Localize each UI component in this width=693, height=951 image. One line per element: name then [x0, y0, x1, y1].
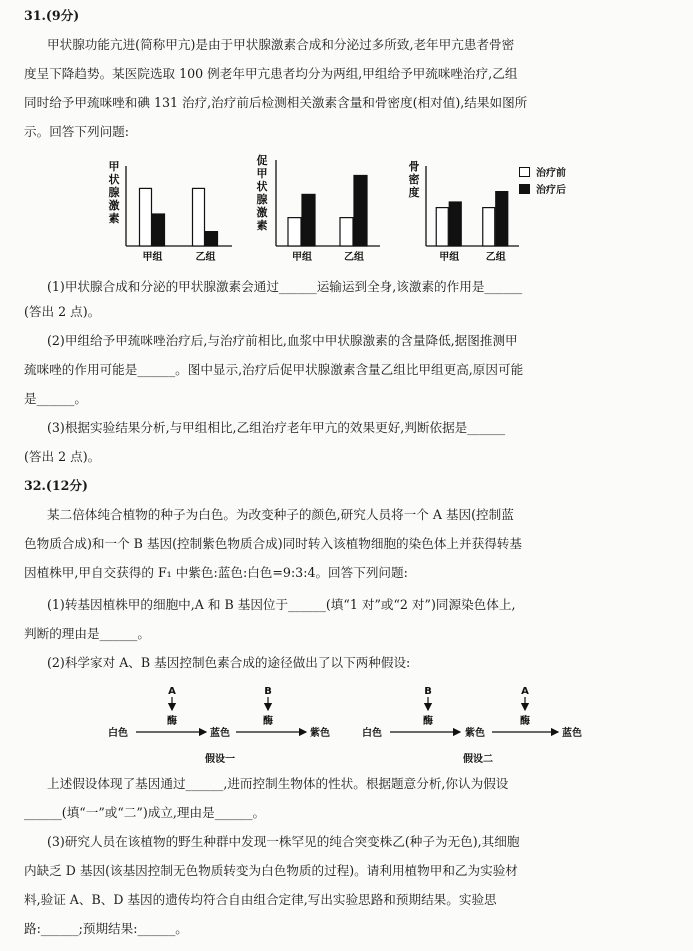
chart-2-plot — [256, 152, 386, 268]
legend-label-before: 治疗前 — [536, 168, 566, 179]
legend-item-before — [519, 163, 566, 180]
legend-item-after — [519, 180, 566, 197]
hypothesis-one — [108, 686, 330, 765]
chart-1-tick-label: 乙组 — [195, 252, 216, 263]
q31-3-line-2: (答出 2 点)。 — [24, 449, 101, 464]
chart-tsh — [256, 152, 386, 268]
chart-3-bar-甲组-治疗后 — [449, 202, 461, 246]
hyp1-enzyme1: 酶 — [167, 716, 177, 727]
chart-bone-density — [408, 158, 528, 268]
legend-swatch-after — [519, 184, 530, 194]
chart-3-ylabel: 骨密度 — [408, 160, 420, 199]
chart-1-tick-label: 甲组 — [142, 252, 163, 263]
chart-legend — [519, 163, 566, 197]
q31-1-line-2: (答出 2 点)。 — [24, 304, 101, 319]
q31-2-line-1: (2)甲组给予甲巯咪唑治疗后,与治疗前相比,血浆中甲状腺激素的含量降低,据图推测甲 — [47, 333, 518, 348]
hyp2-state2: 紫色 — [465, 728, 485, 739]
chart-1-bar-乙组-治疗后 — [206, 232, 218, 246]
chart-2-bar-甲组-治疗前 — [288, 218, 301, 246]
chart-2-bar-乙组-治疗后 — [354, 175, 367, 246]
q32-2-after-line-2: ______(填“一”或“二”)成立,理由是______。 — [24, 805, 266, 820]
q32-3-line-4: 路:______;预期结果:______。 — [24, 921, 188, 936]
q32-1-line-2: 判断的理由是______。 — [24, 626, 150, 641]
chart-3-bar-甲组-治疗前 — [436, 208, 448, 246]
hypothesis-two — [362, 686, 582, 765]
hyp2-gene1: B — [424, 686, 432, 697]
q32-3-line-1: (3)研究人员在该植物的野生种群中发现一株罕见的纯合突变株乙(种子为无色),其细胞 — [47, 834, 520, 849]
chart-1-bar-甲组-治疗后 — [153, 214, 165, 246]
chart-2-bar-乙组-治疗前 — [340, 218, 353, 246]
hyp1-enzyme2: 酶 — [263, 716, 273, 727]
q31-intro-line-2: 度呈下降趋势。某医院选取 100 例老年甲亢患者均分为两组,甲组给予甲巯咪唑治疗,乙组 — [24, 66, 518, 81]
q31-2-line-3: 是______。 — [24, 391, 87, 406]
q31-intro-line-4: 示。回答下列问题: — [24, 124, 129, 139]
q32-3-line-2: 内缺乏 D 基因(该基因控制无色物质转变为白色物质的过程)。请利用植物甲和乙为实验材 — [24, 863, 518, 878]
q31-3-line-1: (3)根据实验结果分析,与甲组相比,乙组治疗老年甲亢的效果更好,判断依据是______ — [47, 420, 506, 435]
pathway-diagram — [100, 682, 600, 768]
q32-intro-line-2: 色物质合成)和一个 B 基因(控制紫色物质合成)同时转入该植物细胞的染色体上并获得转基 — [24, 536, 522, 551]
hyp1-state3: 紫色 — [310, 728, 330, 739]
hyp1-state1: 白色 — [108, 728, 128, 739]
hyp2-name: 假设二 — [463, 754, 493, 765]
chart-2-bar-甲组-治疗后 — [302, 194, 315, 246]
q32-1-line-1: (1)转基因植株甲的细胞中,A 和 B 基因位于______(填“1 对”或“2 对”)同源染色体上, — [47, 597, 516, 612]
chart-2-tick-label: 乙组 — [344, 252, 364, 263]
hyp1-state2: 蓝色 — [210, 728, 230, 739]
hyp2-enzyme1: 酶 — [423, 716, 433, 727]
hyp2-enzyme2: 酶 — [520, 716, 530, 727]
q31-2-line-2: 巯咪唑的作用可能是______。图中显示,治疗后促甲状腺激素含量乙组比甲组更高,原因可能 — [24, 362, 524, 377]
chart-thyroid-hormone — [108, 158, 238, 268]
legend-swatch-before — [519, 167, 530, 177]
chart-3-plot — [408, 158, 528, 268]
hyp1-name: 假设一 — [205, 754, 235, 765]
chart-3-tick-label: 甲组 — [439, 252, 460, 263]
legend-label-after: 治疗后 — [536, 185, 566, 196]
q32-intro-line-1: 某二倍体纯合植物的种子为白色。为改变种子的颜色,研究人员将一个 A 基因(控制蓝 — [47, 507, 514, 522]
q31-header: 31.(9分) — [24, 8, 80, 23]
chart-3-bar-乙组-治疗前 — [483, 208, 495, 246]
hyp2-gene2: A — [521, 686, 529, 697]
q31-intro-line-3: 同时给予甲巯咪唑和碘 131 治疗,治疗前后检测相关激素含量和骨密度(相对值),结果如图所 — [24, 95, 528, 110]
q32-2-lead: (2)科学家对 A、B 基因控制色素合成的途径做出了以下两种假设: — [47, 655, 411, 670]
chart-1-bar-甲组-治疗前 — [140, 188, 152, 246]
hyp1-gene1: A — [168, 686, 176, 697]
chart-3-bar-乙组-治疗后 — [496, 192, 508, 246]
chart-2-ylabel: 促甲状腺激素 — [256, 154, 268, 232]
hyp2-state1: 白色 — [362, 728, 382, 739]
chart-3-tick-label: 乙组 — [485, 252, 506, 263]
q32-intro-line-3: 因植株甲,甲自交获得的 F₁ 中紫色:蓝色:白色=9:3:4。回答下列问题: — [24, 565, 408, 580]
q32-header: 32.(12分) — [24, 478, 88, 493]
q31-1-line-1: (1)甲状腺合成和分泌的甲状腺激素会通过______运输运到全身,该激素的作用是______ — [47, 279, 523, 294]
q31-intro-line-1: 甲状腺功能亢进(简称甲亢)是由于甲状腺激素合成和分泌过多所致,老年甲亢患者骨密 — [47, 37, 515, 52]
q32-2-after-line-1: 上述假设体现了基因通过______,进而控制生物体的性状。根据题意分析,你认为假设 — [47, 776, 509, 791]
chart-2-tick-label: 甲组 — [292, 252, 312, 263]
chart-1-plot — [108, 158, 238, 268]
q32-3-line-3: 料,验证 A、B、D 基因的遗传均符合自由组合定律,写出实验思路和预期结果。实验思 — [24, 892, 497, 907]
hyp1-gene2: B — [264, 686, 272, 697]
hyp2-state3: 蓝色 — [562, 728, 582, 739]
chart-1-bar-乙组-治疗前 — [193, 188, 205, 246]
chart-1-ylabel: 甲状腺激素 — [108, 160, 120, 225]
